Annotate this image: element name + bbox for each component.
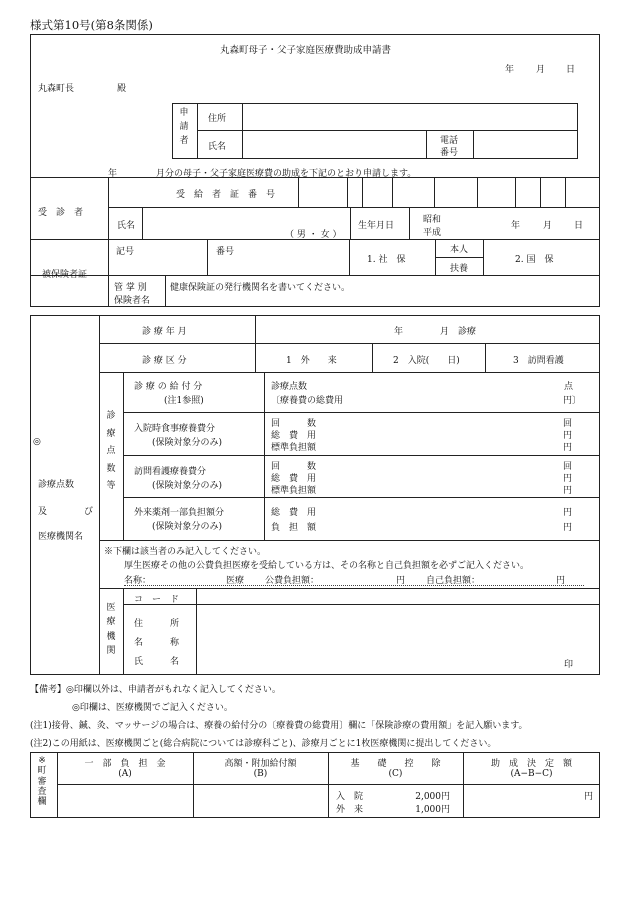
seal-mark: 印 xyxy=(564,660,574,670)
public-burden-unit: 円 xyxy=(396,576,406,586)
phone-label: 電話 xyxy=(440,136,459,146)
outpatient-amount: 1,000円 xyxy=(415,805,450,815)
meal-cost-sub: (保険対象分のみ) xyxy=(152,438,223,448)
medical-month-year: 年 xyxy=(394,327,404,337)
institution-code-label: コ ー ド xyxy=(134,595,180,605)
patient-section-label: 受 診 者 xyxy=(38,208,84,218)
applicant-address-input[interactable] xyxy=(246,105,572,127)
medical-section-label-and-2: び xyxy=(84,507,94,517)
form-title: 丸森町母子・父子家庭医療費助成申請書 xyxy=(220,45,392,56)
self-burden-label: 自己負担額： xyxy=(426,576,481,586)
outpatient-label: 外 来 xyxy=(336,805,364,815)
col-d-sub: (A−B−C) xyxy=(510,769,553,779)
remark-line-1: 【備考】◎印欄以外は、申請者がもれなく記入してください。 xyxy=(30,685,281,695)
insurer-note: 健康保険証の発行機関名を書いてください。 xyxy=(170,283,351,293)
insurer-label-2: 保険者名 xyxy=(114,296,151,306)
result-unit: 円 xyxy=(584,792,594,802)
date-year: 年 xyxy=(505,65,515,75)
self-burden-unit: 円 xyxy=(556,576,566,586)
meal-count-label: 回 数 xyxy=(271,419,317,429)
self-option[interactable]: 本人 xyxy=(450,245,469,255)
era-showa[interactable]: 昭和 xyxy=(423,215,442,225)
symbol-label: 記号 xyxy=(116,247,135,257)
insured-section-label: 被保険者証 xyxy=(42,270,88,280)
form-number: 様式第10号(第8条関係) xyxy=(30,18,153,32)
meal-count-unit: 回 xyxy=(563,419,573,429)
birth-month: 月 xyxy=(543,221,553,231)
points-vertical-label: 診 療 点 数 等 xyxy=(106,411,116,492)
inpatient-label: 入 院 xyxy=(336,792,364,802)
col-a-header: 一 部 負 担 金 xyxy=(84,759,166,769)
number-label: 番号 xyxy=(216,247,235,257)
statement-text: 月分の母子・父子家庭医療費の助成を下記のとおり申請します。 xyxy=(156,169,417,179)
col-b-sub: (B) xyxy=(253,769,268,779)
public-burden-label: 公費負担額： xyxy=(265,576,320,586)
option-social-insurance[interactable]: 1. 社 保 xyxy=(367,255,406,265)
drug-burden-label: 負 担 額 xyxy=(271,523,317,533)
applicant-address-label: 住所 xyxy=(208,114,227,124)
institution-person-label: 氏 名 xyxy=(134,657,180,667)
cert-number-input[interactable] xyxy=(301,182,596,202)
institution-code-input[interactable] xyxy=(200,590,596,603)
meal-standard-label: 標準負担額 xyxy=(271,443,317,453)
gender-select[interactable]: （ 男 ・ 女 ） xyxy=(285,230,342,240)
meal-total-unit: 円 xyxy=(563,431,573,441)
medical-month-text: 月 診療 xyxy=(440,327,477,337)
institution-name-input[interactable] xyxy=(200,630,596,648)
insurer-label: 管 掌 別 xyxy=(114,283,147,293)
patient-name-input[interactable] xyxy=(146,211,286,231)
phone-input[interactable] xyxy=(477,133,574,155)
col-c-sub: (C) xyxy=(388,769,403,779)
nursing-total-unit: 円 xyxy=(563,474,573,484)
col-b-header: 高額・附加給付額 xyxy=(224,759,297,769)
institution-address-label: 住 所 xyxy=(134,619,180,629)
col-b-input[interactable] xyxy=(197,788,324,814)
dependent-option[interactable]: 扶養 xyxy=(450,264,469,274)
patient-name-label: 氏名 xyxy=(117,221,136,231)
nursing-standard-unit: 円 xyxy=(563,486,573,496)
nursing-count-label: 回 数 xyxy=(271,462,317,472)
institution-address-input[interactable] xyxy=(200,610,596,628)
medical-section-label-inst: 医療機関名 xyxy=(38,532,84,542)
medical-section-label: 診療点数 xyxy=(38,480,75,490)
applicant-label: 申 請 者 xyxy=(179,108,189,146)
benefit-sub: (注1参照) xyxy=(164,396,204,406)
phone-label-2: 番号 xyxy=(440,148,459,158)
date-month: 月 xyxy=(536,65,546,75)
remark-line-2: ◎印欄は、医療機関でご記入ください。 xyxy=(72,703,233,713)
nursing-count-unit: 回 xyxy=(563,462,573,472)
col-c-header: 基 礎 控 除 xyxy=(350,759,441,769)
home-nursing-label: 訪問看護療養費分 xyxy=(134,467,207,477)
drug-copay-label: 外来薬剤一部負担額分 xyxy=(134,508,225,518)
addressee: 丸森町長 xyxy=(38,84,75,94)
public-name-label: 名称： xyxy=(124,576,152,586)
remark-note-2: (注2)この用紙は、医療機関ごと(総合病院については診療科ごと)、診療月ごとに1枚医療機関に提出してください。 xyxy=(30,739,497,749)
medical-points-label: 診療点数 xyxy=(271,382,308,392)
category-inpatient[interactable]: 2 入院( 日) xyxy=(393,356,460,366)
total-cost-label: 〔療養費の総費用 xyxy=(271,396,344,406)
institution-vertical-label: 医 療 機 関 xyxy=(106,603,116,657)
col-a-input[interactable] xyxy=(61,788,189,814)
benefit-label: 診 療 の 給 付 分 xyxy=(134,382,203,392)
medical-month-label: 診 療 年 月 xyxy=(142,327,187,337)
public-medical-suffix: 医療 xyxy=(226,576,245,586)
birth-day: 日 xyxy=(574,221,584,231)
total-cost-unit: 円〕 xyxy=(563,396,582,406)
institution-person-input[interactable] xyxy=(200,650,540,668)
col-a-sub: (A) xyxy=(118,769,132,779)
category-home-nursing[interactable]: 3 訪問看護 xyxy=(513,356,564,366)
points-unit: 点 xyxy=(564,382,574,392)
meal-standard-unit: 円 xyxy=(563,443,573,453)
drug-total-label: 総 費 用 xyxy=(271,508,317,518)
drug-total-unit: 円 xyxy=(563,508,573,518)
inpatient-amount: 2,000円 xyxy=(415,792,450,802)
meal-total-label: 総 費 用 xyxy=(271,431,317,441)
option-national-insurance[interactable]: 2. 国 保 xyxy=(515,255,554,265)
statement-year: 年 xyxy=(108,169,118,179)
remark-note-1: (注1)接骨、鍼、灸、マッサージの場合は、療養の給付分の〔療養費の総費用〕欄に「保険診療の費用額」を記入願います。 xyxy=(30,721,528,731)
honorific: 殿 xyxy=(117,84,127,94)
medical-section-mark: ◎ xyxy=(33,437,41,447)
drug-burden-unit: 円 xyxy=(563,523,573,533)
era-heisei[interactable]: 平成 xyxy=(423,228,442,238)
public-note-2: 厚生医療その他の公費負担医療を受給している方は、その名称と自己負担額を必ずご記入ください。 xyxy=(124,561,530,571)
home-nursing-sub: (保険対象分のみ) xyxy=(152,481,223,491)
nursing-standard-label: 標準負担額 xyxy=(271,486,317,496)
col-d-header: 助 成 決 定 額 xyxy=(490,759,572,769)
public-note-1: ※下欄は該当者のみ記入してください。 xyxy=(104,547,267,557)
cert-number-label: 受 給 者 証 番 号 xyxy=(176,190,276,200)
town-review-label: ※ 町 審 査 欄 xyxy=(37,756,47,808)
category-outpatient[interactable]: 1 外 来 xyxy=(286,356,337,366)
drug-copay-sub: (保険対象分のみ) xyxy=(152,522,223,532)
date-day: 日 xyxy=(566,65,576,75)
birth-date-label: 生年月日 xyxy=(358,221,395,231)
applicant-name-input[interactable] xyxy=(246,133,422,155)
medical-section-label-and-1: 及 xyxy=(38,507,48,517)
nursing-total-label: 総 費 用 xyxy=(271,474,317,484)
applicant-name-label: 氏名 xyxy=(208,142,227,152)
institution-name-label: 名 称 xyxy=(134,638,180,648)
medical-category-label: 診 療 区 分 xyxy=(142,356,187,366)
meal-cost-label: 入院時食事療養費分 xyxy=(134,424,216,434)
birth-year: 年 xyxy=(511,221,521,231)
